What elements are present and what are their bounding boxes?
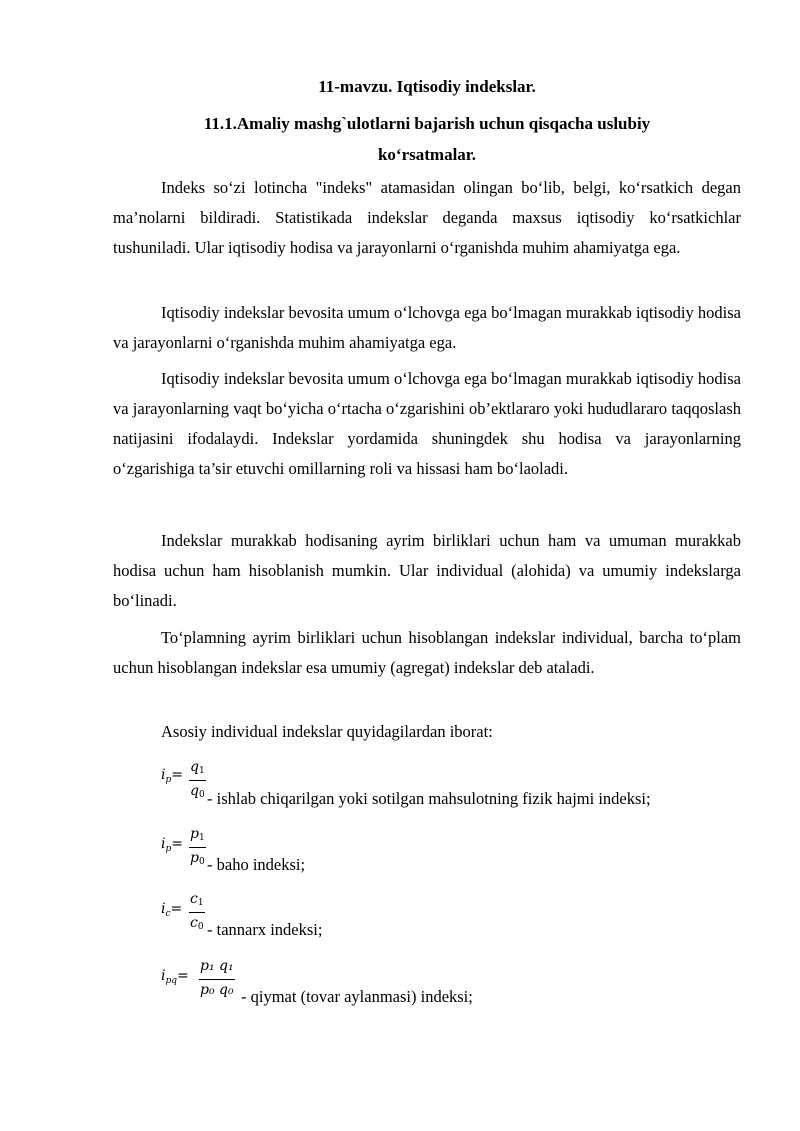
fraction: $\frac{c_1}{c_0}$ [190,891,204,932]
fraction: $\frac{q_1}{q_0}$ [190,759,205,800]
paragraph-4: Indekslar murakkab hodisaning ayrim birliklari uchun ham va umuman murakkab hodisa uchun ham hisoblanish mumkin. Ular individual (alohida) va umumiy indekslarga bo‘linadi. [113,531,741,610]
topic-title: 11-mavzu. Iqtisodiy indekslar. [318,77,536,96]
formula-description: - tannarx indeksi; [207,920,323,939]
physical-volume-index-formula [161,757,761,808]
index-symbol: $i_p=$ [161,836,183,854]
formula-intro: Asosiy individual indekslar quyidagilardan iborat: [161,722,493,741]
index-symbol: $i_p=$ [161,767,183,785]
section-title-continued: ko‘rsatmalar. [377,145,477,164]
paragraph-3: Iqtisodiy indekslar bevosita umum o‘lchovga ega bo‘lmagan murakkab iqtisodiy hodisa va jarayonlarning vaqt bo‘yicha o‘rtacha o‘zgarishini ob’ektlararo yoki hududlararo taqqoslash natijasini ifodalaydi. Indekslar yordamida shuningdek shu hodisa va jarayonlarning o‘zgarishiga ta’sir etuvchi omillarning roli va hissasi ham bo‘laoladi. [113,369,741,478]
paragraph-5: To‘plamning ayrim birliklari uchun hisoblangan indekslar individual, barcha to‘plam uchun hisoblangan indekslar esa umumiy (agregat) indekslar deb ataladi. [113,628,741,677]
formula-description: - baho indeksi; [207,855,306,874]
price-index-formula [161,824,761,874]
index-symbol: $i_c=$ [161,901,183,919]
index-symbol: $i_{pq}=$ [161,968,189,986]
formula-description: - qiymat (tovar aylanmasi) indeksi; [241,987,473,1006]
fraction: $\frac{\text{p₁ q₁}}{\text{p₀ q₀}}$ [200,958,234,998]
paragraph-2: Iqtisodiy indekslar bevosita umum o‘lchovga ega bo‘lmagan murakkab iqtisodiy hodisa va jarayonlarni o‘rganishda muhim ahamiyatga ega. [113,303,741,352]
paragraph-1: Indeks so‘zi lotincha "indeks" atamasidan olingan bo‘lib, belgi, ko‘rsatkich degan ma’nolarni bildiradi. Statistikada indekslar deganda maxsus iqtisodiy ko‘rsatkichlar tushuniladi. Ular iqtisodiy hodisa va jarayonlarni o‘rganishda muhim ahamiyatga ega. [113,178,741,257]
formula-description: - ishlab chiqarilgan yoki sotilgan mahsulotning fizik hajmi indeksi; [207,789,651,808]
section-title: 11.1.Amaliy mashg`ulotlarni bajarish uchun qisqacha uslubiy [203,114,651,133]
fraction: $\frac{p_1}{p_0}$ [190,826,205,867]
cost-index-formula [161,889,761,939]
value-index-formula [161,956,761,1006]
